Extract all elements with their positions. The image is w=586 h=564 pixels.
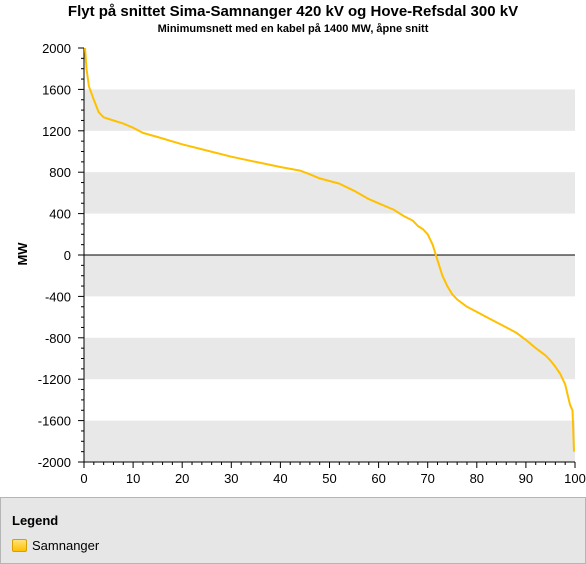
y-tick-label: 0	[63, 248, 71, 263]
legend	[0, 497, 586, 564]
grid-band	[84, 255, 575, 296]
y-tick-labels	[38, 41, 71, 470]
x-tick-label: 80	[469, 471, 485, 486]
legend-label: Samnanger	[32, 538, 100, 553]
grid-band	[84, 89, 575, 130]
chart-subtitle: Minimumsnett med en kabel på 1400 MW, åpne snitt	[157, 23, 429, 35]
y-axis-title: MW	[15, 242, 30, 266]
x-tick-label: 20	[174, 471, 190, 486]
x-tick-label: 90	[518, 471, 534, 486]
x-tick-label: 40	[273, 471, 288, 486]
grid-band	[84, 172, 575, 213]
x-tick-label: 0	[80, 471, 88, 486]
y-tick-label: -1200	[37, 372, 71, 388]
x-tick-labels	[80, 471, 585, 486]
x-tick-label: 100	[564, 471, 586, 486]
x-tick-label: 60	[371, 471, 386, 486]
y-tick-label: 2000	[42, 41, 71, 56]
legend-title: Legend	[12, 513, 59, 528]
x-tick-label: 10	[125, 471, 141, 486]
chart-title: Flyt på snittet Sima-Samnanger 420 kV og Hove-Refsdal 300 kV	[67, 3, 519, 20]
y-tick-label: -1600	[37, 413, 71, 429]
legend-swatch	[12, 539, 27, 552]
grid-bands	[84, 89, 575, 462]
y-tick-label: -800	[44, 330, 71, 346]
y-tick-label: -2000	[37, 455, 71, 470]
grid-band	[84, 421, 575, 462]
grid-band	[84, 338, 575, 379]
x-tick-label: 30	[224, 471, 239, 486]
y-tick-label: 400	[49, 206, 71, 222]
y-tick-label: 800	[49, 165, 71, 181]
y-tick-label: 1600	[42, 82, 71, 98]
x-tick-label: 50	[322, 471, 337, 486]
y-tick-label: 1200	[42, 123, 71, 139]
x-tick-label: 70	[420, 471, 435, 486]
y-tick-label: -400	[44, 289, 71, 305]
